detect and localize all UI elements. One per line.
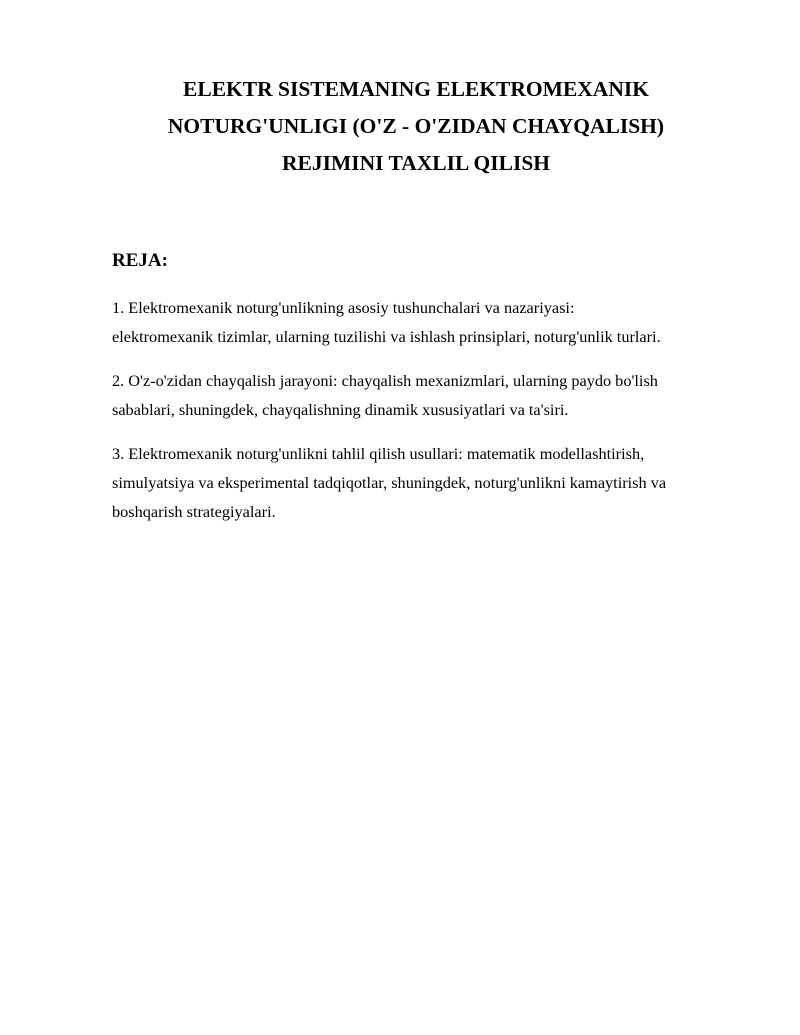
plan-item-2	[112, 366, 742, 424]
document-title	[96, 71, 736, 182]
plan-item-3	[112, 439, 742, 526]
plan-item-line: 3. Elektromexanik noturg'unlikni tahlil qilish usullari: matematik modellashtirish,	[112, 444, 645, 463]
plan-item-line: elektromexanik tizimlar, ularning tuzilishi va ishlash prinsiplari, noturg'unlik turlari.	[112, 327, 661, 346]
title-line: REJIMINI TAXLIL QILISH	[281, 151, 551, 175]
plan-item-1	[112, 293, 742, 351]
title-line: NOTURG'UNLIGI (O'Z - O'ZIDAN CHAYQALISH)	[167, 114, 665, 138]
plan-item-line: 2. O'z-o'zidan chayqalish jarayoni: chayqalish mexanizmlari, ularning paydo bo'lish	[112, 371, 658, 390]
plan-item-line: boshqarish strategiyalari.	[112, 502, 276, 521]
plan-item-line: 1. Elektromexanik noturg'unlikning asosiy tushunchalari va nazariyasi:	[112, 298, 575, 317]
plan-heading: REJA:	[112, 250, 168, 271]
plan-list	[112, 293, 742, 541]
title-line: ELEKTR SISTEMANING ELEKTROMEXANIK	[183, 77, 649, 101]
plan-item-line: simulyatsiya va eksperimental tadqiqotlar, shuningdek, noturg'unlikni kamaytirish va	[112, 473, 667, 492]
plan-item-line: sabablari, shuningdek, chayqalishning dinamik xususiyatlari va ta'siri.	[112, 400, 569, 419]
